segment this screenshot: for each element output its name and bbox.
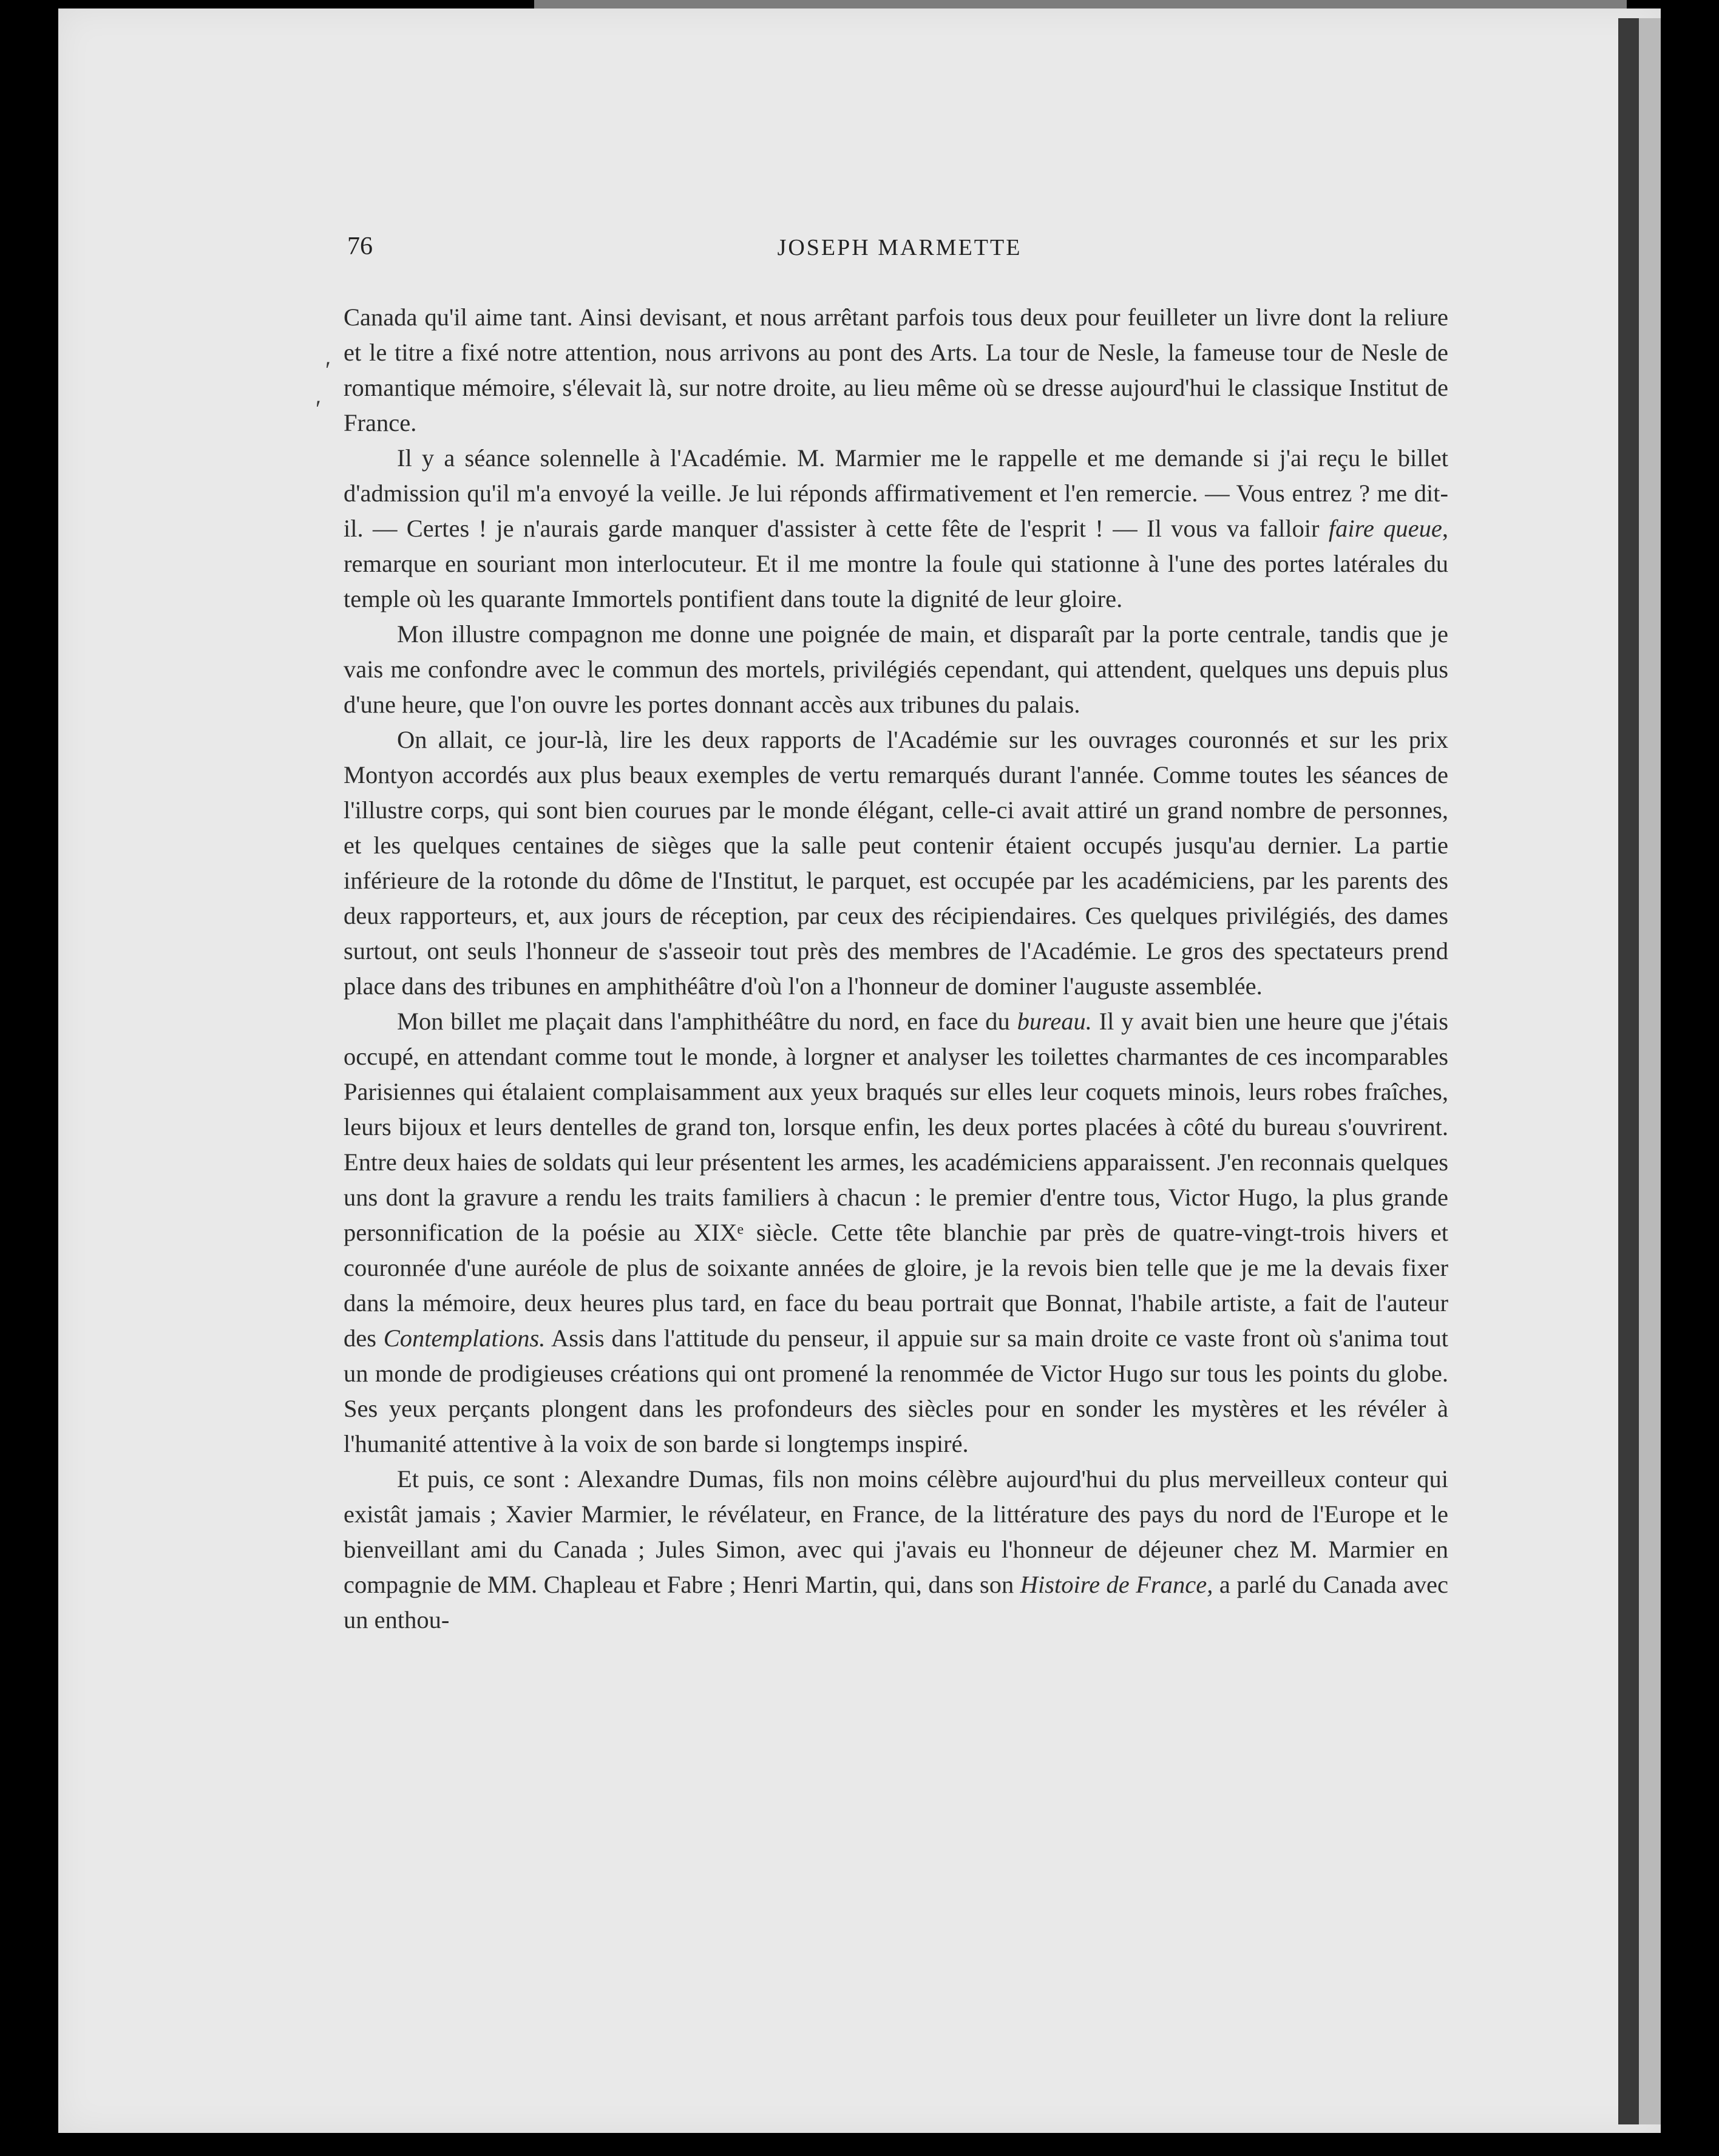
paragraph: Canada qu'il aime tant. Ainsi devisant, et nous arrêtant parfois tous deux pour feuilleter un livre dont la reliure et le titre a fixé notre attention, nous arrivons au pont des Arts. La tour de Nesle, la fameuse tour de Nesle de romantique mémoire, s'élevait là, sur notre droite, au lieu même où se dresse aujourd'hui le classique Institut de France.: [344, 303, 1448, 436]
scan-top-edge: [534, 0, 1627, 8]
paragraph: Mon illustre compagnon me donne une poignée de main, et disparaît par la porte centrale, tandis que je vais me confondre avec le commun des mortels, privilégiés cependant, qui attendent, quelques uns depuis plus d'une heure, que l'on ouvre les portes donnant accès aux tribunes du palais.: [344, 620, 1448, 718]
paragraph-text: Il y a séance solennelle à l'Académie. M. Marmier me le rappelle et me demande si j'ai reçu le billet d'admission qu'il m'a envoyé la veille. Je lui réponds affirmativement et l'en remercie. — Vous entrez ? me dit-il. — Certes ! je n'aurais garde manquer d'assister à cette fête de l'esprit ! — Il vous va falloir: [344, 444, 1448, 542]
paragraph: [344, 1462, 1448, 1638]
paragraph: On allait, ce jour-là, lire les deux rapports de l'Académie sur les ouvrages couronnés et sur les prix Montyon accordés aux plus beaux exemples de vertu remarqués durant l'année. Comme toutes les séances de l'illustre corps, qui sont bien courues par le monde élégant, celle-ci avait attiré un grand nombre de personnes, et les quelques centaines de sièges que la salle peut contenir étaient occupés jusqu'au dernier. La partie inférieure de la rotonde du dôme de l'Institut, le parquet, est occupée par les académiciens, par les parents des deux rapporteurs, et, aux jours de réception, par ceux des récipiendaires. Ces quelques privilégiés, des dames surtout, ont seuls l'honneur de s'asseoir tout près des membres de l'Académie. Le gros des spectateurs prend place dans des tribunes en amphithéâtre d'où l'on a l'honneur de dominer l'auguste assemblée.: [344, 726, 1448, 1000]
paragraph-text: , remarque en souriant mon interlocuteur. Et il me montre la foule qui stationne à l'une des portes latérales du temple où les quarante Immortels pontifient dans toute la dignité de leur gloire.: [344, 515, 1448, 612]
paragraph-text: Assis dans l'attitude du penseur, il appuie sur sa main droite ce vaste front où s'anima tout un monde de prodigieuses créations qui ont promené la renommée de Victor Hugo sur tous les points du globe. Ses yeux perçants plongent dans les profondeurs des siècles pour en sonder les mystères et les révéler à l'humanité attentive à la voix de son barde si longtemps inspiré.: [344, 1324, 1448, 1457]
text-body: [344, 300, 1448, 1638]
italic-title: Contemplations.: [383, 1324, 546, 1352]
paragraph-text: Mon billet me plaçait dans l'amphithéâtre du nord, en face du: [397, 1008, 1017, 1035]
page-binding-shadow: [1618, 18, 1639, 2124]
margin-mark: ʹ: [316, 395, 321, 422]
running-head: [347, 232, 1452, 268]
paragraph-text: a parlé du Canada avec un enthou-: [344, 1571, 1448, 1633]
italic-title: Histoire de France,: [1020, 1571, 1213, 1598]
italic-phrase: faire queue: [1328, 515, 1442, 542]
page-number: 76: [347, 232, 373, 260]
running-title: JOSEPH MARMETTE: [777, 235, 1022, 260]
paragraph-text: Il y avait bien une heure que j'étais occupé, en attendant comme tout le monde, à lorgner et analyser les toilettes charmantes de ces incomparables Parisiennes qui étalaient complaisamment aux yeux braqués sur elles leur coquets minois, leurs robes fraîches, leurs bijoux et leurs dentelles de grand ton, lorsque enfin, les deux portes placées à côté du bureau s'ouvrirent. Entre deux haies de soldats qui leur présentent les armes, les académiciens apparaissent. J'en reconnais quelques uns dont la gravure a rendu les traits familiers à chacun : le premier d'entre tous, Victor Hugo, la plus grande personnification de la poésie au XIXᵉ siècle. Cette tête blanchie par près de quatre-vingt-trois hivers et couronnée d'une auréole de plus de soixante années de gloire, je la revois bien telle que je me la devais fixer dans la mémoire, deux heures plus tard, en face du beau portrait que Bonnat, l'habile artiste, a fait de l'auteur des: [344, 1008, 1448, 1352]
paragraph: [344, 1004, 1448, 1462]
paragraph: [344, 441, 1448, 617]
italic-phrase: bureau.: [1017, 1008, 1092, 1035]
margin-mark: ʹ: [325, 356, 331, 384]
page-binding-edge: [1639, 18, 1661, 2124]
paragraph-text: Et puis, ce sont : Alexandre Dumas, fils non moins célèbre aujourd'hui du plus merveilleux conteur qui existât jamais ; Xavier Marmier, le révélateur, en France, de la littérature des pays du nord de l'Europe et le bienveillant ami du Canada ; Jules Simon, avec qui j'avais eu l'honneur de déjeuner chez M. Marmier en compagnie de MM. Chapleau et Fabre ; Henri Martin, qui, dans son: [344, 1465, 1448, 1598]
